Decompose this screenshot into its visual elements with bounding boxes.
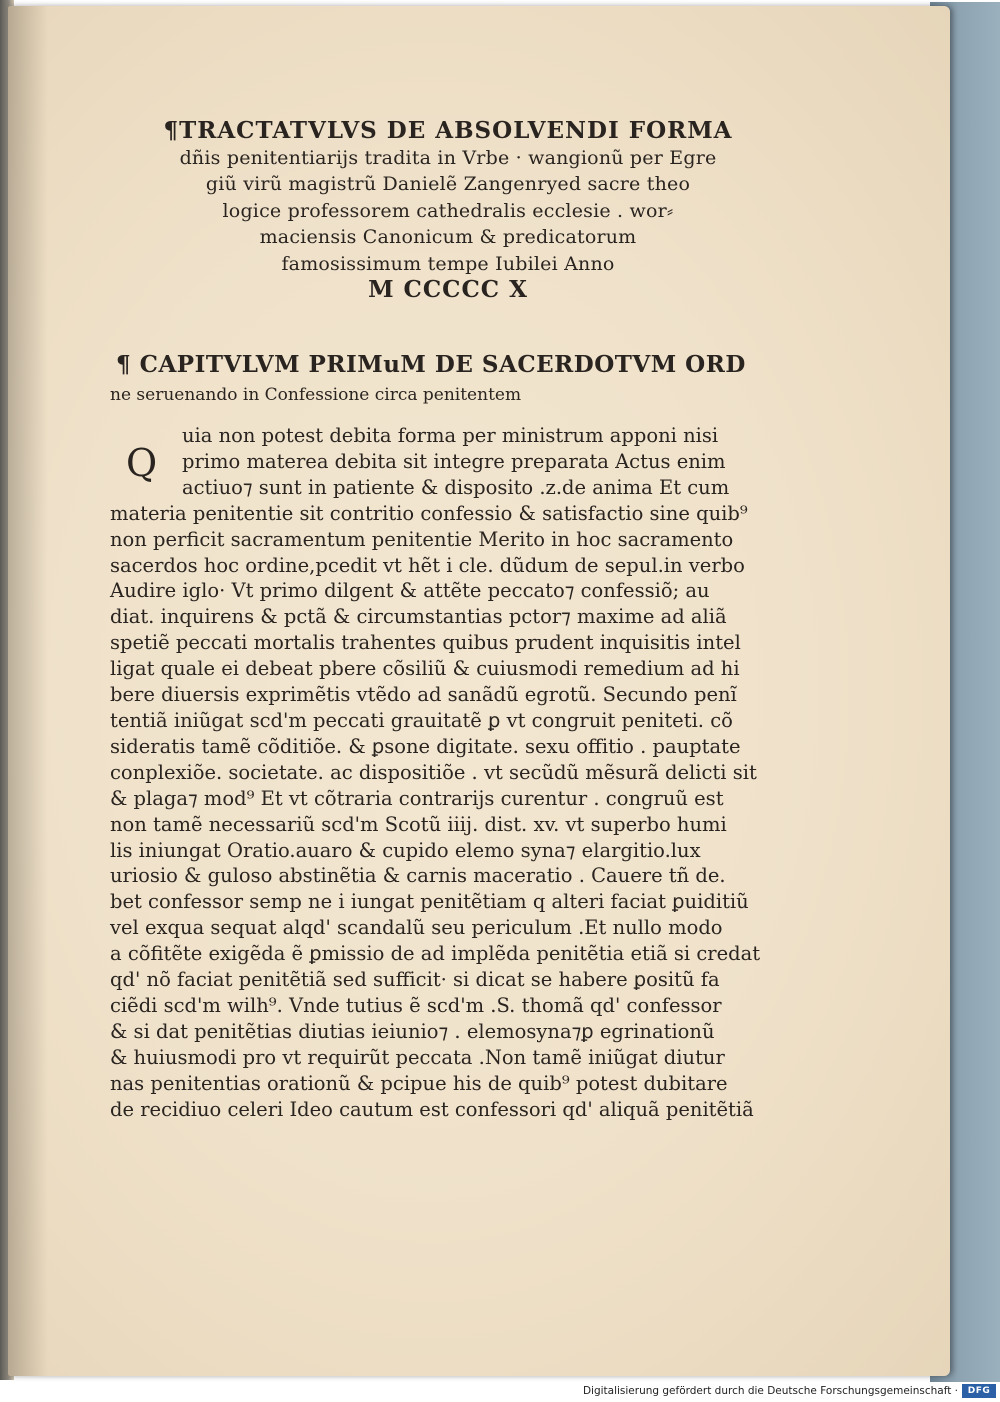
- body-line: spetiẽ peccati mortalis trahentes quibus prudent inquisitis intel: [110, 631, 741, 655]
- body-line: ligat quale ei debeat pbere cõsiliũ & cuiusmodi remedium ad hi: [110, 657, 740, 681]
- body-line: non perficit sacramentum penitentie Merito in hoc sacramento: [110, 527, 734, 551]
- body-line: & huiusmodi pro vt requirũt peccata .Non tamẽ iniũgat diutur: [110, 1045, 725, 1069]
- body-line: tentiã iniũgat scd'm peccati grauitatẽ ꝑ vt congruit peniteti. cõ: [110, 708, 733, 732]
- body-line: ciẽdi scd'm wilh⁹. Vnde tutius ẽ scd'm .S. thomã qd' confessor: [110, 993, 722, 1017]
- dfg-logo: DFG: [962, 1384, 996, 1398]
- body-line: lis iniungat Oratio.auaro & cupido elemo syna⁊ elargitio.lux: [110, 838, 701, 862]
- body-line: bere diuersis exprimẽtis vtẽdo ad sanãdũ egrotũ. Secundo penĩ: [110, 683, 737, 707]
- body-line: diat. inquirens & pctã & circumstantias pctor⁊ maxime ad aliã: [110, 605, 727, 629]
- body-line: materia penitentie sit contritio confessio & satisfactio sine quib⁹: [110, 501, 748, 525]
- body-line: & si dat penitẽtias diutias ieiunio⁊ . elemosyna⁊ꝑ egrinationũ: [110, 1019, 715, 1043]
- title-line: logice professorem cathedralis ecclesie . wor⸗: [222, 199, 674, 222]
- body-line: & plaga⁊ mod⁹ Et vt cõtraria contrarijs curentur . congruũ est: [110, 786, 724, 810]
- body-line: non tamẽ necessariũ scd'm Scotũ iiij. dist. xv. vt superbo humi: [110, 812, 727, 836]
- body-line: primo materea debita sit integre preparata Actus enim: [182, 449, 726, 473]
- initial-letter: Q: [126, 441, 158, 485]
- title-line: giũ virũ magistrũ Danielẽ Zangenryed sacre theo: [205, 173, 691, 195]
- body-line: de recidiuo celeri Ideo cautum est confessori qd' aliquã penitẽtiã: [110, 1097, 754, 1121]
- title-year: M CCCCC X: [368, 276, 528, 303]
- tract-title: [128, 118, 768, 304]
- body-text: [110, 423, 780, 1122]
- funding-credit: Digitalisierung gefördert durch die Deutsche Forschungsgemeinschaft ·: [582, 1385, 958, 1397]
- title-line: ¶TRACTATVLVS DE ABSOLVENDI FORMA: [163, 117, 733, 144]
- title-line: maciensis Canonicum & predicatorum: [259, 226, 637, 248]
- body-line: uriosio & guloso abstinẽtia & carnis maceratio . Cauere tñ de.: [110, 864, 726, 888]
- body-line: actiuo⁊ sunt in patiente & disposito .z.de anima Et cum: [182, 475, 730, 499]
- body-line: bet confessor semp ne i iungat penitẽtiam q alteri faciat ꝑuiditiũ: [110, 890, 749, 914]
- chapter-subtitle: ne seruenando in Confessione circa penitentem: [110, 385, 522, 405]
- body-line: vel exqua sequat alqd' scandalũ seu periculum .Et nullo modo: [110, 916, 723, 940]
- body-line: conplexiõe. societate. ac dispositiõe . vt secũdũ mẽsurã delicti sit: [110, 760, 757, 784]
- body-line: sacerdos hoc ordine,pcedit vt hẽt i cle. dũdum de sepul.in verbo: [110, 553, 745, 577]
- body-line: uia non potest debita forma per ministrum apponi nisi: [182, 424, 719, 447]
- body-line: nas penitentias orationũ & pcipue his de quib⁹ potest dubitare: [110, 1071, 728, 1095]
- gutter-shadow: [8, 6, 48, 1376]
- body-line: Audire iglo· Vt primo dilgent & attẽte peccato⁊ confessiõ; au: [110, 579, 710, 603]
- body-line: qd' nõ faciat penitẽtiã sed sufficit· si dicat se habere ꝑositũ fa: [110, 968, 720, 992]
- body-line: a cõfitẽte exigẽda ẽ ꝑmissio de ad implẽda penitẽtia etiã si credat: [110, 942, 761, 966]
- title-line: famosissimum tempe Iubilei Anno: [281, 252, 615, 275]
- body-line: sideratis tamẽ cõditiõe. & ꝑsone digitate. sexu offitio . pauptate: [110, 734, 741, 758]
- chapter-title: ¶ CAPITVLVM PRIMuM DE SACERDOTVM ORD: [116, 351, 746, 378]
- chapter-heading: [110, 350, 790, 410]
- title-line: dñis penitentiarijs tradita in Vrbe · wangionũ per Egre: [179, 146, 717, 169]
